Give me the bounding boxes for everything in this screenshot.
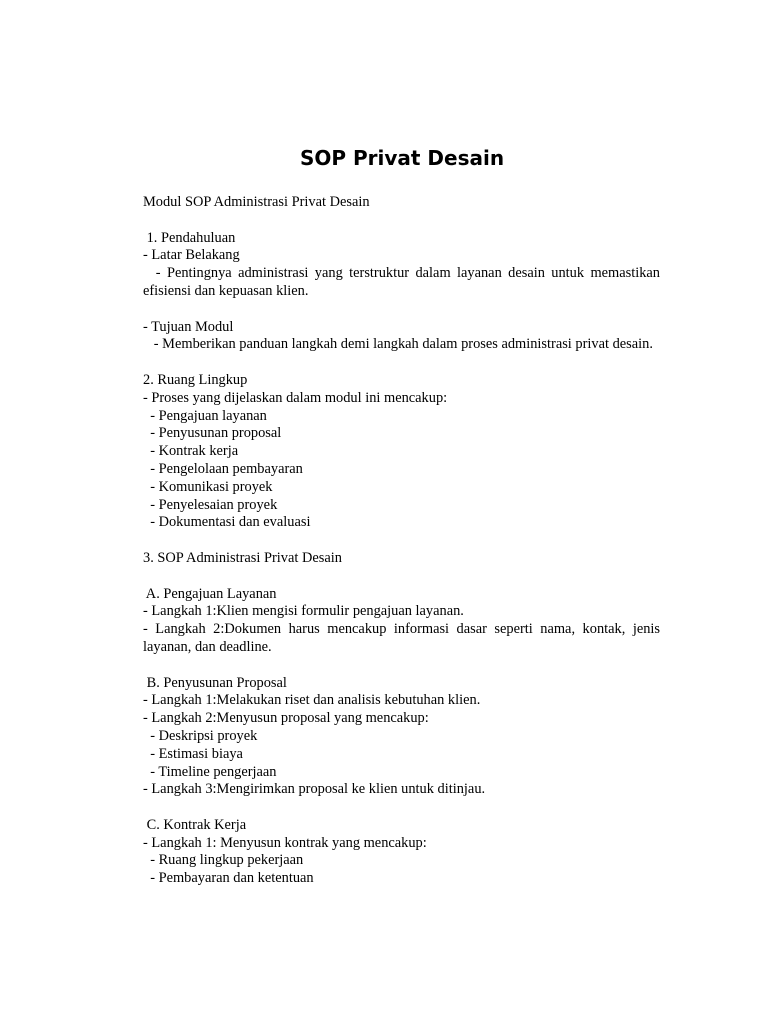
spacer bbox=[143, 799, 660, 817]
list-item: - Estimasi biaya bbox=[143, 745, 243, 762]
step-line: - Langkah 1:Melakukan riset dan analisis kebutuhan klien. bbox=[143, 692, 481, 709]
list-item: - Deskripsi proyek bbox=[143, 727, 258, 744]
list-item: - Dokumentasi dan evaluasi bbox=[143, 514, 311, 531]
list-item: - Penyelesaian proyek bbox=[143, 496, 278, 513]
step-line: - Langkah 2:Menyusun proposal yang mencakup: bbox=[143, 710, 429, 727]
latar-belakang-heading: - Latar Belakang bbox=[143, 247, 240, 264]
section-3-heading: 3. SOP Administrasi Privat Desain bbox=[143, 549, 342, 566]
spacer bbox=[143, 657, 660, 675]
subsection-a-heading: A. Pengajuan Layanan bbox=[143, 585, 277, 602]
spacer bbox=[143, 212, 660, 230]
list-item: - Timeline pengerjaan bbox=[143, 763, 277, 780]
step-line: - Langkah 1:Klien mengisi formulir pengajuan layanan. bbox=[143, 603, 464, 620]
document-subtitle: Modul SOP Administrasi Privat Desain bbox=[143, 194, 370, 210]
document-title: SOP Privat Desain bbox=[299, 146, 505, 170]
subsection-b-heading: B. Penyusunan Proposal bbox=[143, 674, 287, 691]
tujuan-modul-heading: - Tujuan Modul bbox=[143, 318, 234, 335]
list-item: - Penyusunan proposal bbox=[143, 425, 282, 442]
step-line: - Langkah 1: Menyusun kontrak yang mencakup: bbox=[143, 834, 427, 851]
list-item: - Pembayaran dan ketentuan bbox=[143, 870, 314, 887]
tujuan-modul-text: - Memberikan panduan langkah demi langkah dalam proses administrasi privat desain. bbox=[143, 336, 653, 353]
step-line: - Langkah 2:Dokumen harus mencakup informasi dasar seperti nama, kontak, jenis layanan, dan deadline. bbox=[143, 621, 664, 655]
list-item: - Ruang lingkup pekerjaan bbox=[143, 852, 304, 869]
list-item: - Pengelolaan pembayaran bbox=[143, 460, 303, 477]
spacer bbox=[143, 568, 660, 586]
step-line: - Langkah 3:Mengirimkan proposal ke klien untuk ditinjau. bbox=[143, 781, 486, 798]
section-2-heading: 2. Ruang Lingkup bbox=[143, 371, 248, 388]
spacer bbox=[143, 354, 660, 372]
list-item: - Pengajuan layanan bbox=[143, 407, 267, 424]
document-body bbox=[143, 194, 664, 888]
ruang-lingkup-intro: - Proses yang dijelaskan dalam modul ini mencakup: bbox=[143, 389, 448, 406]
latar-belakang-text: - Pentingnya administrasi yang terstruktur dalam layanan desain untuk memastikan efisiensi dan kepuasan klien. bbox=[143, 265, 664, 299]
subsection-c-heading: C. Kontrak Kerja bbox=[143, 816, 247, 833]
section-1-heading: 1. Pendahuluan bbox=[143, 229, 236, 246]
spacer bbox=[143, 532, 660, 550]
list-item: - Kontrak kerja bbox=[143, 443, 239, 460]
list-item: - Komunikasi proyek bbox=[143, 478, 273, 495]
spacer bbox=[143, 301, 660, 319]
